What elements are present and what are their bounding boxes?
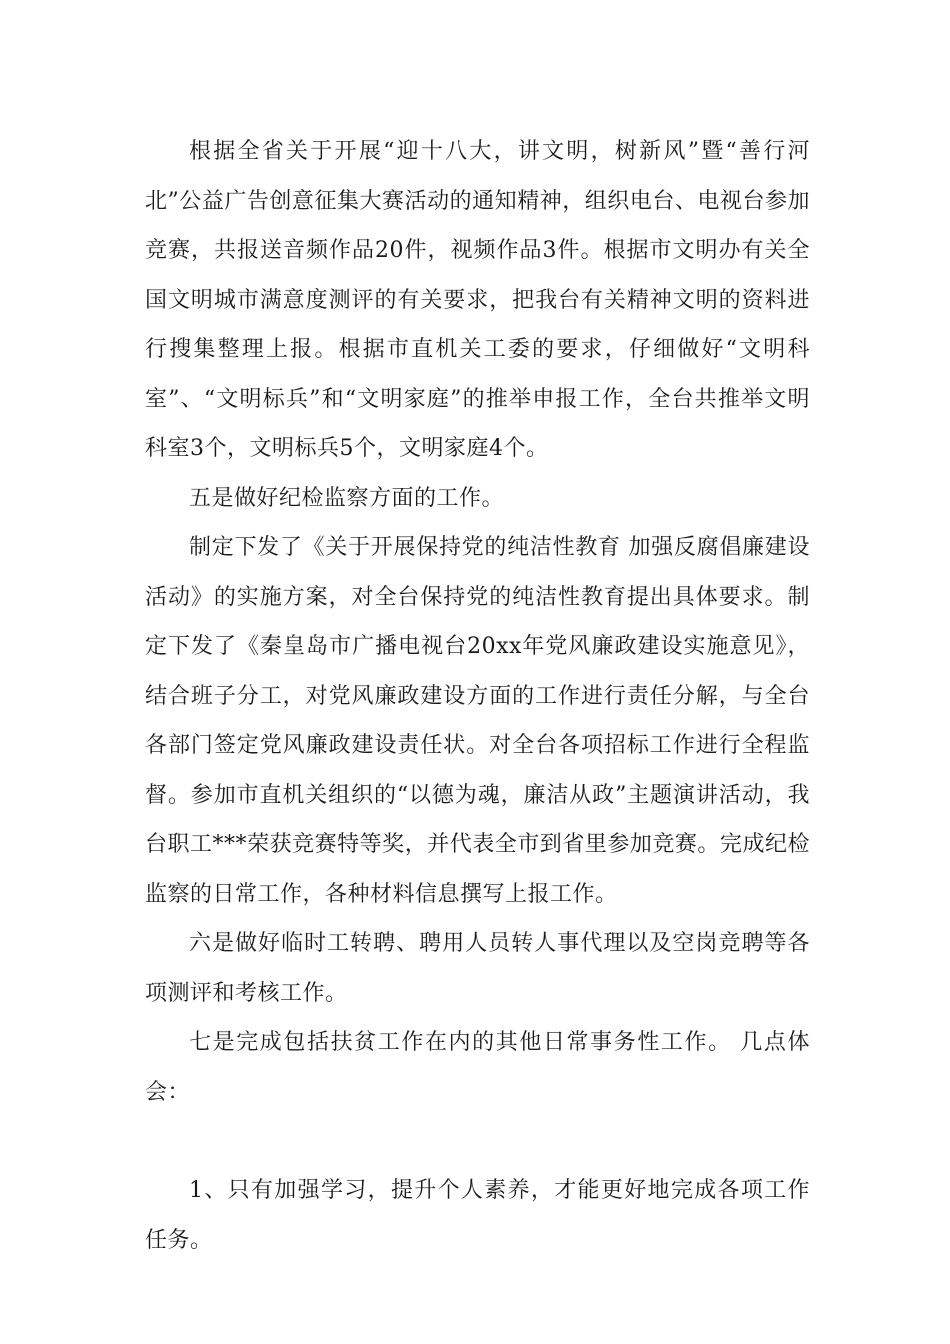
paragraph-discipline-details: 制定下发了《关于开展保持党的纯洁性教育 加强反腐倡廉建设活动》的实施方案，对全台保持党的纯洁性教育提出具体要求。制定下发了《秦皇岛市广播电视台20xx年党风廉政建设实施意见》，结合班子分工，对党风廉政建设方面的工作进行责任分解，与全台各部门签定党风廉政建设责任状。对全台各项招标工作进行全程监督。参加市直机关组织的“以德为魂，廉洁从政”主题演讲活动，我台职工***荣获竞赛特等奖，并代表全市到省里参加竞赛。完成纪检监察的日常工作，各种材料信息撰写上报工作。 xyxy=(145,535,810,907)
paragraph-experience-1: 1、只有加强学习，提升个人素养，才能更好地完成各项工作任务。 xyxy=(145,1178,810,1253)
paragraph-personnel-evaluation: 六是做好临时工转聘、聘用人员转人事代理以及空岗竞聘等各项测评和考核工作。 xyxy=(145,931,810,1006)
document-body xyxy=(145,127,810,1265)
paragraph-discipline-heading: 五是做好纪检监察方面的工作。 xyxy=(189,485,505,511)
paragraph-daily-affairs: 七是完成包括扶贫工作在内的其他日常事务性工作。 几点体会： xyxy=(145,1030,810,1105)
paragraph-civilization-activities: 根据全省关于开展“迎十八大，讲文明，树新风”暨“善行河北”公益广告创意征集大赛活动的通知精神，组织电台、电视台参加竞赛，共报送音频作品20件，视频作品3件。根据市文明办有关全国文明城市满意度测评的有关要求，把我台有关精神文明的资料进行搜集整理上报。根据市直机关工委的要求，仔细做好“文明科室”、“文明标兵”和“文明家庭”的推举申报工作，全台共推举文明科室3个，文明标兵5个，文明家庭4个。 xyxy=(145,139,810,461)
